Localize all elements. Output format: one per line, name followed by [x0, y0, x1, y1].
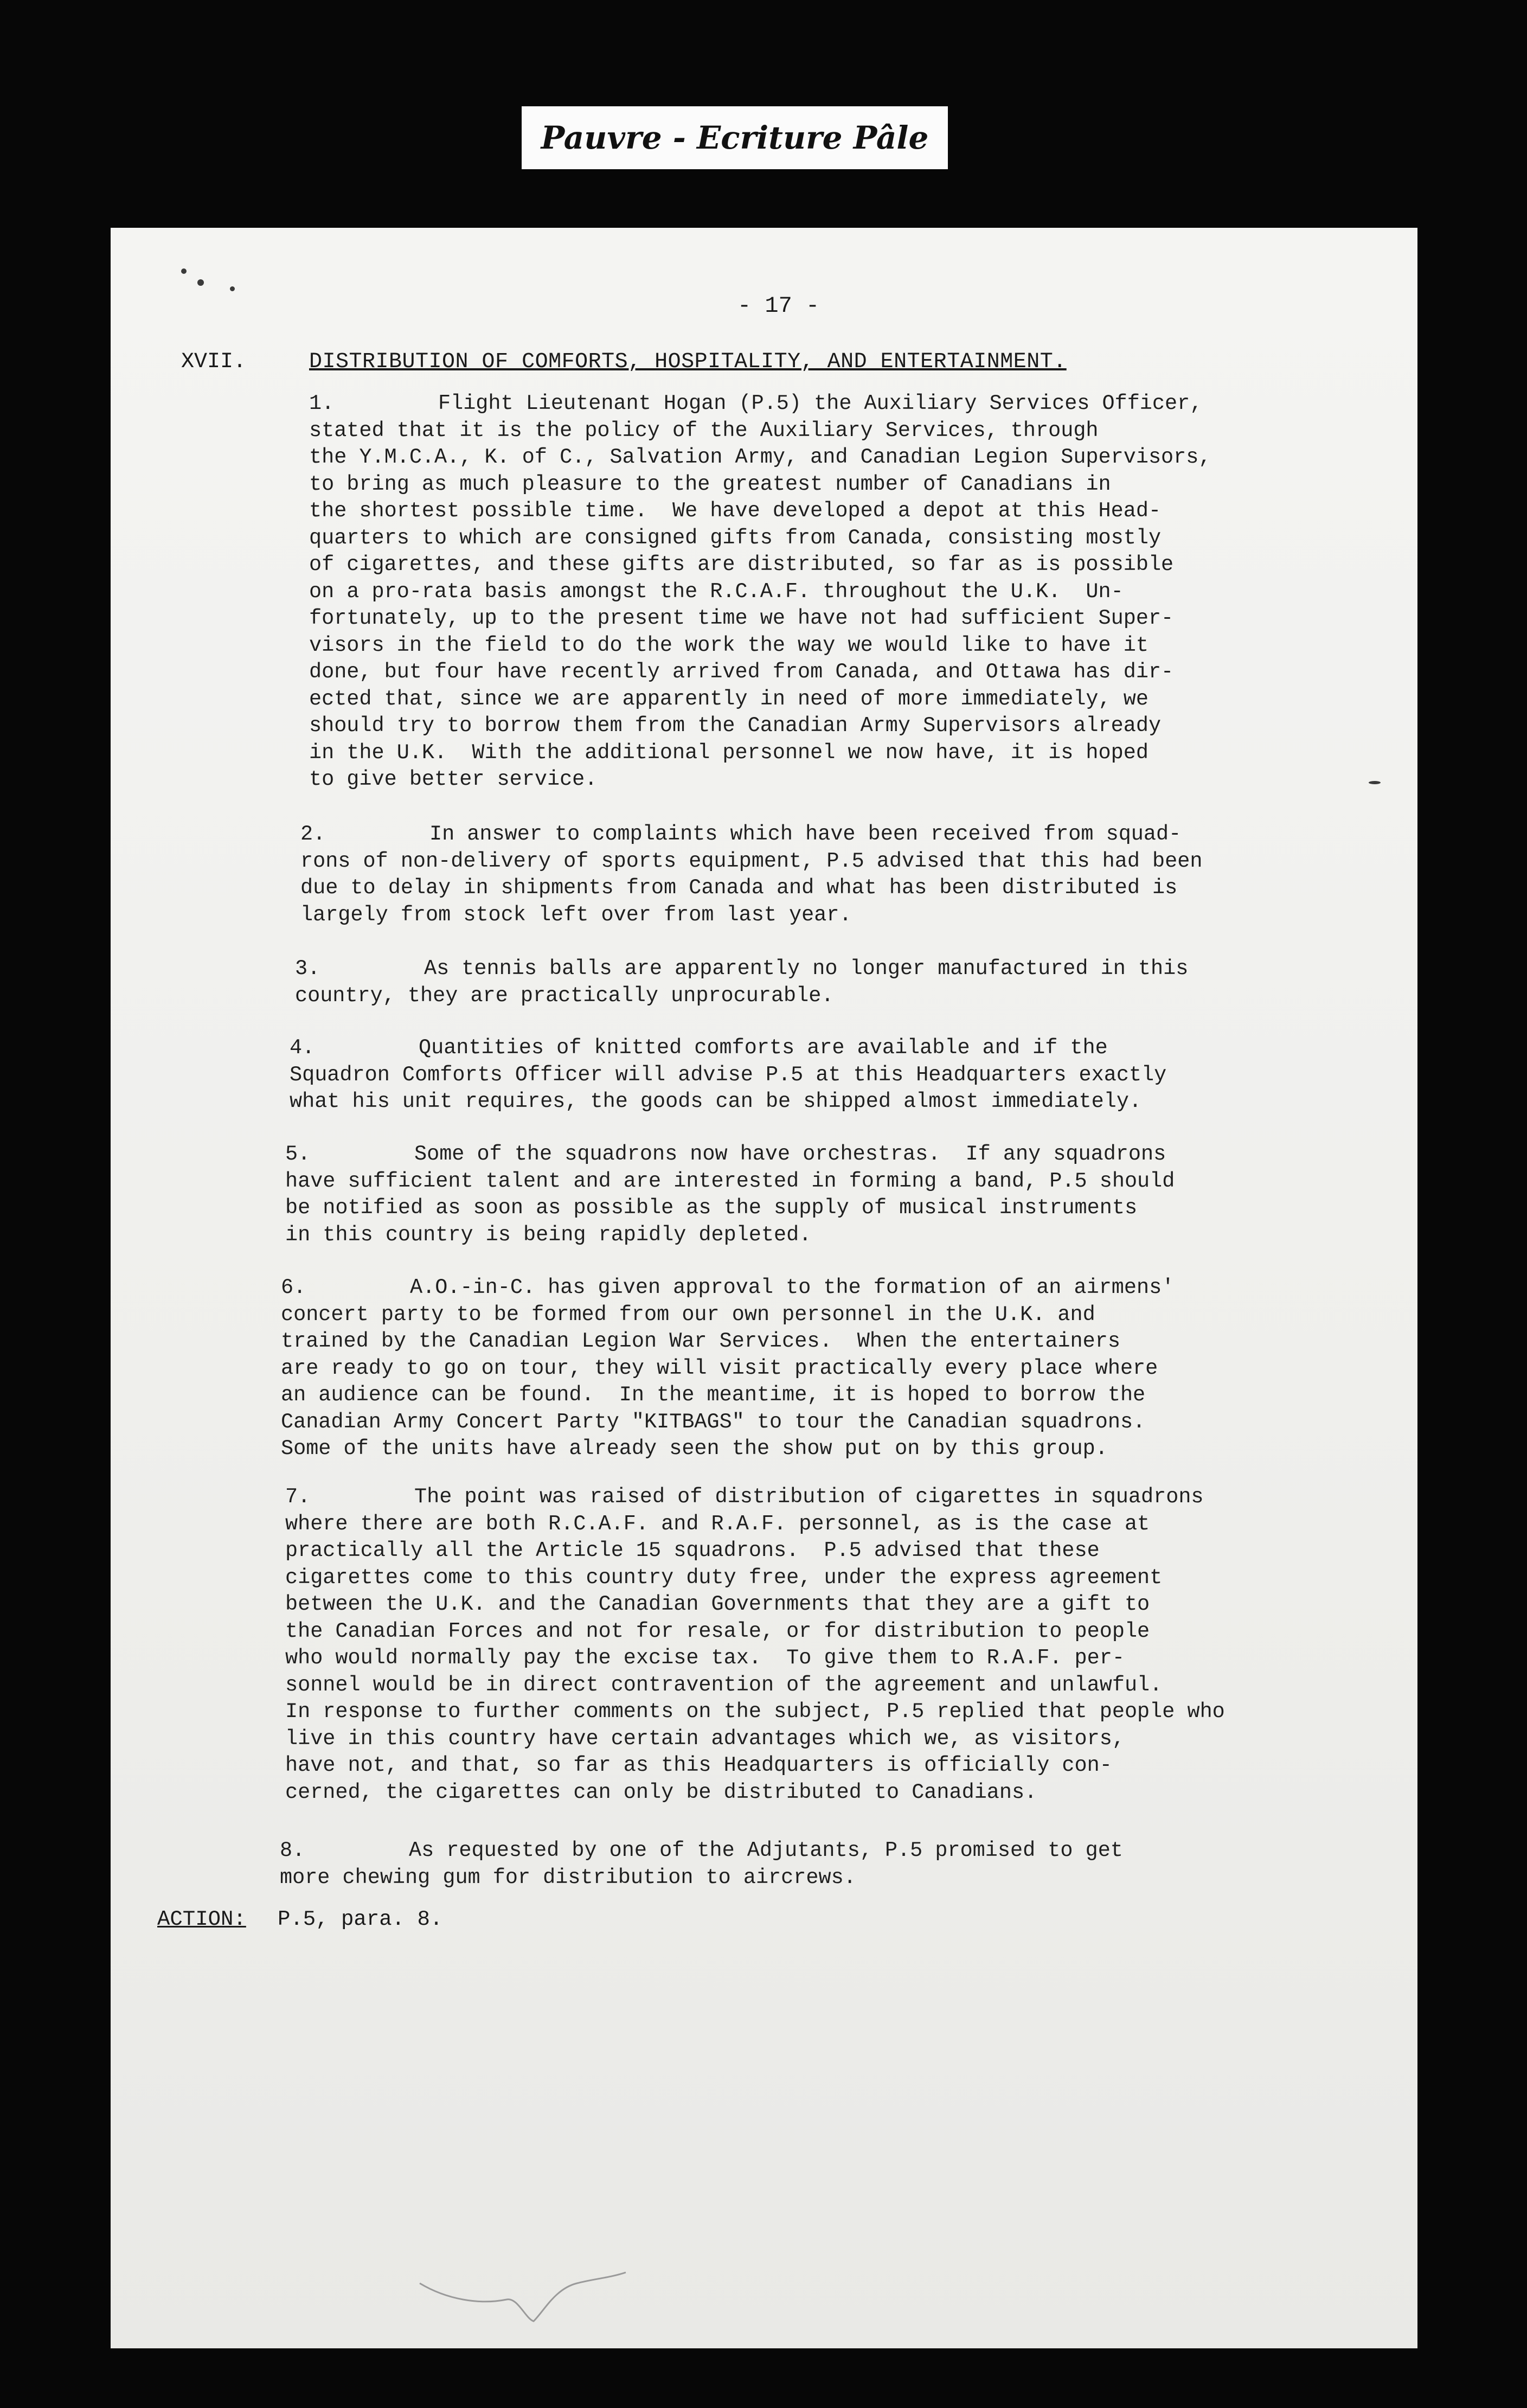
paragraph-line: visors in the field to do the work the way we would like to have it — [309, 633, 1149, 657]
paragraph-line: The point was raised of distribution of cigarettes in squadrons — [414, 1485, 1204, 1509]
action-text: P.5, para. 8. — [278, 1907, 443, 1931]
paragraph-line: country, they are practically unprocurable. — [295, 983, 834, 1008]
page-number: - 17 - — [737, 293, 820, 319]
document-page — [111, 228, 1417, 2348]
paragraph-line: As tennis balls are apparently no longer manufactured in this — [424, 957, 1189, 981]
paragraph-line: should try to borrow them from the Canadian Army Supervisors already — [309, 714, 1162, 738]
paragraph-line: the Canadian Forces and not for resale, or for distribution to people — [285, 1619, 1150, 1643]
paragraph-number: 1. — [309, 392, 335, 415]
paragraph — [309, 390, 1211, 793]
paragraph-line: in this country is being rapidly depleted. — [285, 1222, 812, 1247]
paragraph-number: 2. — [300, 822, 326, 846]
paragraph-line: cerned, the cigarettes can only be distributed to Canadians. — [285, 1780, 1037, 1804]
paragraph-text — [280, 1837, 1123, 1891]
paragraph-line: ected that, since we are apparently in need of more immediately, we — [309, 687, 1149, 711]
paragraph-line: Squadron Comforts Officer will advise P.5 at this Headquarters exactly — [290, 1062, 1167, 1087]
paragraph-line: done, but four have recently arrived from Canada, and Ottawa has dir- — [309, 660, 1174, 684]
paragraph-line: in the U.K. With the additional personnel we now have, it is hoped — [309, 740, 1149, 765]
paragraph-line: In answer to complaints which have been received from squad- — [429, 822, 1182, 846]
section-title: DISTRIBUTION OF COMFORTS, HOSPITALITY, AND ENTERTAINMENT. — [309, 350, 1067, 374]
paragraph-line: due to delay in shipments from Canada and what has been distributed is — [300, 876, 1178, 900]
paragraph — [285, 1484, 1225, 1806]
paragraph-line: what his unit requires, the goods can be shipped almost immediately. — [290, 1090, 1142, 1113]
paragraph-text — [285, 1141, 1175, 1248]
paragraph-line: rons of non-delivery of sports equipment, P.5 advised that this had been — [300, 849, 1203, 873]
paragraph-line: Quantities of knitted comforts are available and if the — [419, 1036, 1108, 1060]
paragraph-line: the Y.M.C.A., K. of C., Salvation Army, and Canadian Legion Supervisors, — [309, 445, 1211, 469]
speck — [181, 268, 187, 274]
speck — [230, 286, 235, 291]
paragraph-line: trained by the Canadian Legion War Services. When the entertainers — [281, 1329, 1120, 1353]
paragraph-line: Canadian Army Concert Party "KITBAGS" to tour the Canadian squadrons. — [281, 1410, 1146, 1434]
paragraph-line: the shortest possible time. We have developed a depot at this Head- — [309, 499, 1162, 523]
paragraph-text — [285, 1484, 1225, 1806]
paragraph-line: largely from stock left over from last year. — [300, 902, 852, 927]
paragraph-line: have not, and that, so far as this Headquarters is officially con- — [285, 1753, 1112, 1777]
paragraph-line: fortunately, up to the present time we have not had sufficient Super- — [309, 606, 1174, 630]
paragraph-number: 5. — [285, 1142, 311, 1166]
paragraph-line: who would normally pay the excise tax. To give them to R.A.F. per- — [285, 1646, 1125, 1670]
paragraph-number: 8. — [280, 1839, 305, 1862]
paragraph-line: sonnel would be in direct contravention of the agreement and unlawful. — [285, 1673, 1163, 1697]
speck — [197, 279, 204, 286]
paragraph — [285, 1141, 1175, 1248]
paragraph — [280, 1837, 1123, 1891]
archive-label-text: Pauvre - Ecriture Pâle — [541, 119, 929, 156]
paragraph-line: are ready to go on tour, they will visit practically every place where — [281, 1356, 1158, 1380]
paragraph-line: more chewing gum for distribution to aircrews. — [280, 1865, 856, 1890]
paragraph-line: where there are both R.C.A.F. and R.A.F. personnel, as is the case at — [285, 1512, 1150, 1536]
paragraph — [300, 821, 1202, 928]
action-label: ACTION: — [157, 1907, 246, 1931]
paragraph — [290, 1035, 1166, 1116]
section-number: XVII. — [181, 350, 247, 374]
paragraph-line: of cigarettes, and these gifts are distributed, so far as is possible — [309, 553, 1174, 577]
paragraph-line: Flight Lieutenant Hogan (P.5) the Auxiliary Services Officer, — [438, 392, 1203, 415]
paragraph-line: have sufficient talent and are interested in forming a band, P.5 should — [285, 1169, 1175, 1193]
paragraph-line: cigarettes come to this country duty free, under the express agreement — [285, 1565, 1163, 1590]
paragraph-line: on a pro-rata basis amongst the R.C.A.F. throughout the U.K. Un- — [309, 579, 1124, 604]
paragraph-line: In response to further comments on the subject, P.5 replied that people who — [285, 1700, 1225, 1724]
paragraph-text — [295, 956, 1188, 1009]
paragraph-line: be notified as soon as possible as the supply of musical instruments — [285, 1196, 1138, 1220]
paragraph — [281, 1275, 1174, 1463]
paragraph-text — [300, 821, 1202, 928]
paragraph-text — [290, 1035, 1166, 1116]
paragraph-line: quarters to which are consigned gifts from Canada, consisting mostly — [309, 526, 1162, 550]
paragraph-line: between the U.K. and the Canadian Governments that they are a gift to — [285, 1592, 1150, 1616]
paragraph-line: As requested by one of the Adjutants, P.5 promised to get — [409, 1839, 1123, 1862]
paragraph-number: 7. — [285, 1485, 311, 1509]
paragraph — [295, 956, 1188, 1009]
paragraph-line: concert party to be formed from our own personnel in the U.K. and — [281, 1302, 1095, 1327]
paragraph-line: practically all the Article 15 squadrons. P.5 advised that these — [285, 1539, 1100, 1562]
paragraph-number: 6. — [281, 1276, 306, 1299]
paragraph-number: 3. — [295, 957, 320, 981]
paragraph-line: to give better service. — [309, 767, 598, 791]
paragraph-line: to bring as much pleasure to the greatest number of Canadians in — [309, 472, 1111, 496]
paragraph-line: stated that it is the policy of the Auxiliary Services, through — [309, 418, 1099, 443]
pencil-scribble — [414, 2267, 642, 2332]
paragraph-line: Some of the squadrons now have orchestras. If any squadrons — [414, 1142, 1166, 1166]
paragraph-line: an audience can be found. In the meantime, it is hoped to borrow the — [281, 1383, 1146, 1407]
paragraph-text — [281, 1275, 1174, 1463]
archive-label — [522, 106, 948, 169]
paragraph-line: Some of the units have already seen the show put on by this group. — [281, 1437, 1108, 1461]
paragraph-text — [309, 390, 1211, 793]
paragraph-line: live in this country have certain advantages which we, as visitors, — [285, 1726, 1125, 1751]
paragraph-line: A.O.-in-C. has given approval to the formation of an airmens' — [410, 1276, 1175, 1299]
paragraph-number: 4. — [290, 1036, 315, 1060]
speck — [1369, 781, 1381, 784]
